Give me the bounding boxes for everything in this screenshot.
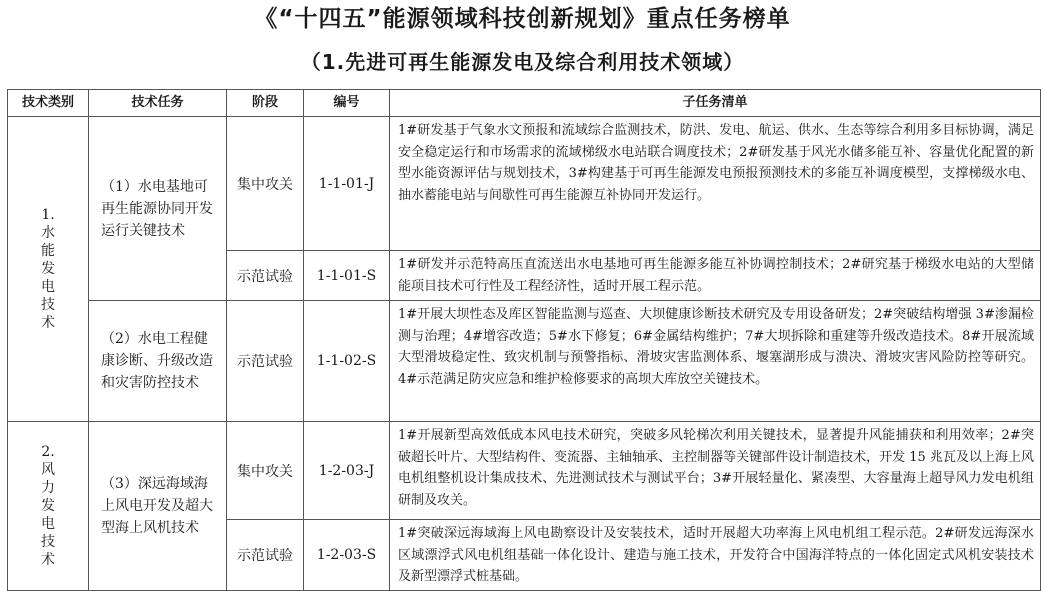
table-row [8, 301, 1041, 422]
table-row [8, 422, 1041, 520]
column-header-subtasks: 子任务清单 [390, 90, 1041, 117]
subtask-cell: 1#研发并示范特高压直流送出水电基地可再生能源多能互补协调控制技术；2#研究基于梯级水电站的大型储能项目技术可行性及工程经济性，适时开展工程示范。 [390, 251, 1041, 301]
subtask-cell: 1#开展新型高效低成本风电技术研究，突破多风轮梯次利用关键技术，显著提升风能捕获和利用效率；2#突破超长叶片、大型结构件、变流器、主轴轴承、主控制器等关键部件设计制造技术，开发 15 兆瓦及以上海上风电机组整机设计集成技术、先进测试技术与测试平台；3#开展轻量化、紧凑型、大容量海上超导风力发电机组研制及攻关。 [390, 422, 1041, 520]
task-cell: （2）水电工程健康诊断、升级改造和灾害防控技术 [89, 301, 227, 422]
subtask-cell: 1#开展大坝性态及库区智能监测与巡查、大坝健康诊断技术研究及专用设备研发；2#突破结构增强 3#渗漏检测与治理；4#增容改造；5#水下修复；6#金属结构维护；7#大坝拆除和重建等升级改造技术。8#开展流域大型滑坡稳定性、致灾机制与预警指标、滑坡灾害监测体系、堰塞湖形成与溃决、滑坡灾害风险防控等研究。4#示范满足防灾应急和维护检修要求的高坝大库放空关键技术。 [390, 301, 1041, 422]
page-title: 《“十四五”能源领域科技创新规划》重点任务榜单 [254, 6, 791, 32]
category-cell [8, 117, 89, 422]
code-cell: 1-2-03-S [304, 520, 390, 591]
column-header-task: 技术任务 [89, 90, 227, 117]
page-subtitle: （1.先进可再生能源发电及综合利用技术领域） [300, 50, 745, 74]
stage-cell: 示范试验 [227, 251, 304, 301]
column-header-category: 技术类别 [8, 90, 89, 117]
column-header-code: 编号 [304, 90, 390, 117]
subtask-cell: 1#研发基于气象水文预报和流域综合监测技术，防洪、发电、航运、供水、生态等综合利用多目标协调，满足安全稳定运行和市场需求的流域梯级水电站联合调度技术；2#研发基于风光水储多能互补、容量优化配置的新型水能资源评估与规划技术，3#构建基于可再生能源发电预报预测技术的多能互补调度模型，支撑梯级水电、抽水蓄能电站与间歇性可再生能源互补协同开发运行。 [390, 117, 1041, 251]
category-label: 1.水能发电技术 [41, 207, 55, 331]
code-cell: 1-2-03-J [304, 422, 390, 520]
stage-cell: 集中攻关 [227, 422, 304, 520]
stage-cell: 示范试验 [227, 520, 304, 591]
subtask-cell: 1#突破深远海域海上风电勘察设计及安装技术，适时开展超大功率海上风电机组工程示范。2#研发远海深水区域漂浮式风电机组基础一体化设计、建造与施工技术，开发符合中国海洋特点的一体化固定式风机安装技术及新型漂浮式桩基础。 [390, 520, 1041, 591]
code-cell: 1-1-01-S [304, 251, 390, 301]
category-cell [8, 422, 89, 591]
table-header-row [8, 90, 1041, 117]
stage-cell: 集中攻关 [227, 117, 304, 251]
table-row [8, 117, 1041, 251]
code-cell: 1-1-01-J [304, 117, 390, 251]
code-cell: 1-1-02-S [304, 301, 390, 422]
category-label: 2.风力发电技术 [41, 443, 55, 568]
column-header-stage: 阶段 [227, 90, 304, 117]
task-list-table [7, 89, 1041, 591]
task-cell: （3）深远海域海上风电开发及超大型海上风机技术 [89, 422, 227, 591]
stage-cell: 示范试验 [227, 301, 304, 422]
task-cell: （1）水电基地可再生能源协同开发运行关键技术 [89, 117, 227, 301]
